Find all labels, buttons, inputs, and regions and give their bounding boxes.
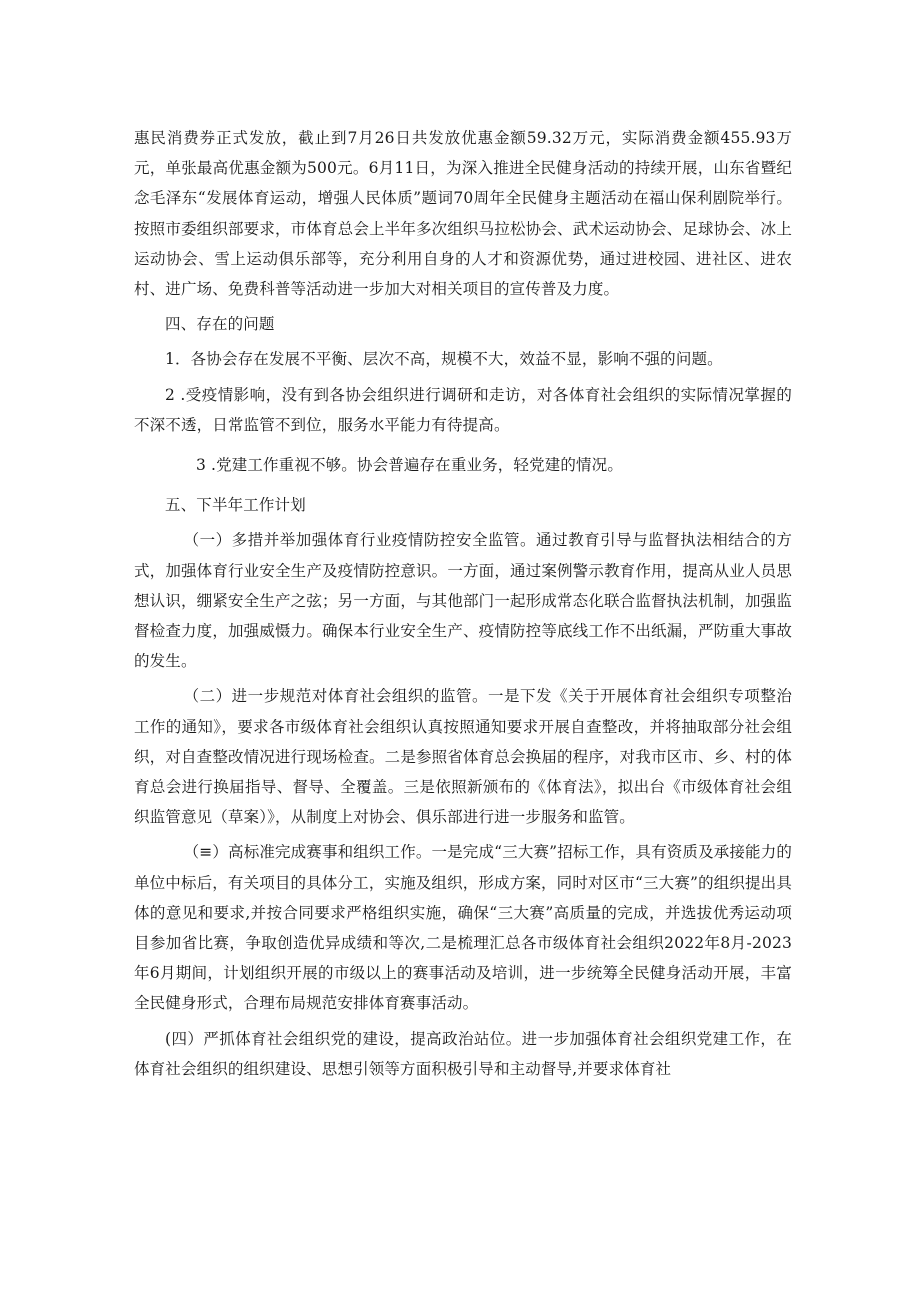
section-heading-problems: 四、存在的问题 (165, 315, 275, 334)
plan-item-1: （一）多措并举加强体育行业疫情防控安全监管。通过教育引导与监督执法相结合的方式，加强体育行业安全生产及疫情防控意识。一方面，通过案例警示教育作用，提高从业人员思想认识，绷紧安全生产之弦；另一方面，与其他部门一起形成常态化联合监督执法机制，加强监督检查力度，加强威慑力。确保本行业安全生产、疫情防控等底线工作不出纸漏，严防重大事故的发生。 (134, 531, 792, 671)
plan-item-4: (四）严抓体育社会组织党的建设，提高政治站位。进一步加强体育社会组织党建工作，在体育社会组织的组织建设、思想引领等方面积极引导和主动督导,并要求体育社 (134, 1029, 792, 1078)
paragraph-consumption-vouchers: 惠民消费券正式发放，截止到7月26日共发放优惠金额59.32万元，实际消费金额455.93万元，单张最高优惠金额为500元。6月11日，为深入推进全民健身活动的持续开展，山东省暨纪念毛泽东“发展体育运动，增强人民体质”题词70周年全民健身主题活动在福山保利剧院举行。按照市委组织部要求，市体育总会上半年多次组织马拉松协会、武术运动协会、足球协会、冰上运动协会、雪上运动俱乐部等，充分利用自身的人才和资源优势，通过进校园、进社区、进农村、进广场、免费科普等活动进一步加大对相关项目的宣传普及力度。 (134, 129, 792, 299)
plan-item-2: （二）进一步规范对体育社会组织的监管。一是下发《关于开展体育社会组织专项整治工作的通知》，要求各市级体育社会组织认真按照通知要求开展自查整改，并将抽取部分社会组织，对自查整改情况进行现场检查。二是参照省体育总会换届的程序，对我市区市、乡、村的体育总会进行换届指导、督导、全覆盖。三是依照新颁布的《体育法》，拟出台《市级体育社会组织监管意见（草案）》，从制度上对协会、俱乐部进行进一步服务和监管。 (134, 687, 792, 827)
problem-item-1: 1．各协会存在发展不平衡、层次不高，规模不大，效益不显，影响不强的问题。 (165, 350, 723, 369)
problem-item-3-number: 3 (196, 456, 207, 475)
section-heading-plan: 五、下半年工作计划 (165, 496, 306, 515)
document-body (134, 123, 792, 1084)
plan-item-3: （≡）高标准完成赛事和组织工作。一是完成“三大赛”招标工作，具有资质及承接能力的单位中标后，有关项目的具体分工，实施及组织，形成方案，同时对区市“三大赛”的组织提出具体的意见和要求,并按合同要求严格组织实施，确保“三大赛”高质量的完成，并选拔优秀运动项目参加省比赛，争取创造优异成绩和等次,二是梳理汇总各市级体育社会组织2022年8月-2023年6月期间，计划组织开展的市级以上的赛事活动及培训，进一步统筹全民健身活动开展，丰富全民健身形式，合理布局规范安排体育赛事活动。 (134, 843, 792, 1013)
problem-item-2: 2 .受疫情影响，没有到各协会组织进行调研和走访，对各体育社会组织的实际情况掌握的不深不透，日常监管不到位，服务水平能力有待提高。 (134, 385, 792, 434)
problem-item-3 (134, 450, 792, 480)
problem-item-3-text: .党建工作重视不够。协会普遍存在重业务，轻党建的情况。 (211, 456, 623, 475)
